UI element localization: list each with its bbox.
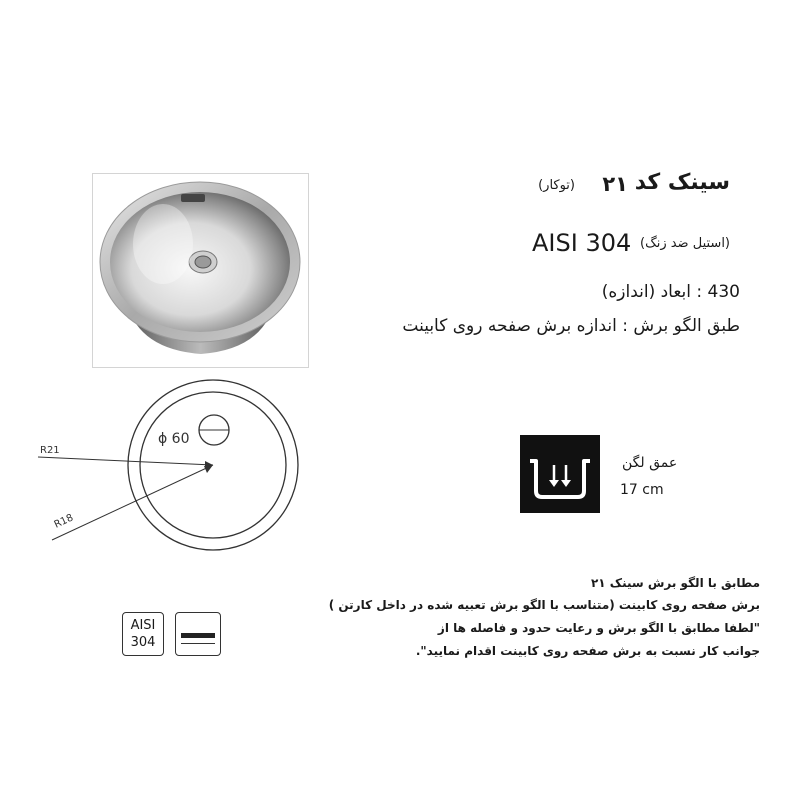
depth-label: عمق لگن xyxy=(622,455,678,471)
aisi-badge-line-1: AISI xyxy=(130,618,156,633)
drain-label: ϕ 60 xyxy=(158,431,190,447)
note-line-4: جوانب کار نسبت به برش صفحه روی کابینت اقدام نمایید". xyxy=(415,644,760,658)
cutout-drawing xyxy=(30,370,310,560)
note-line-2: برش صفحه روی کابینت (متناسب با الگو برش تعبیه شده در داخل کارتن ) xyxy=(328,598,760,612)
inner-radius-line xyxy=(52,465,213,540)
product-code: ۲۱ xyxy=(602,172,628,196)
inner-radius-arrow xyxy=(204,465,213,473)
dimensions-text: 430 : ابعاد (اندازه) xyxy=(601,282,740,302)
product-subtitle: (توکار) xyxy=(538,178,575,193)
outer-radius-label: R21 xyxy=(40,445,60,456)
note-line-1: مطابق با الگو برش سینک ۲۱ xyxy=(590,576,760,590)
cutout-instruction: طبق الگو برش : اندازه برش صفحه روی کابینت xyxy=(402,316,740,336)
sink-photo-illustration xyxy=(93,174,308,367)
basin-depth-icon xyxy=(520,435,600,513)
depth-value: 17 cm xyxy=(620,482,664,498)
outer-radius-line xyxy=(38,457,213,465)
product-title: سینک کد xyxy=(634,170,730,195)
inner-radius-label: R18 xyxy=(52,512,76,531)
aisi-badge-line-2: 304 xyxy=(130,635,156,650)
product-photo xyxy=(92,173,309,368)
material-description: (استیل ضد زنگ) xyxy=(640,236,730,251)
inset-mount-icon xyxy=(175,612,221,656)
aisi-badge xyxy=(122,612,164,656)
note-line-3: "لطفا مطابق با الگو برش و رعایت حدود و فاصله ها از xyxy=(437,621,760,635)
material-code: AISI 304 xyxy=(532,229,632,257)
